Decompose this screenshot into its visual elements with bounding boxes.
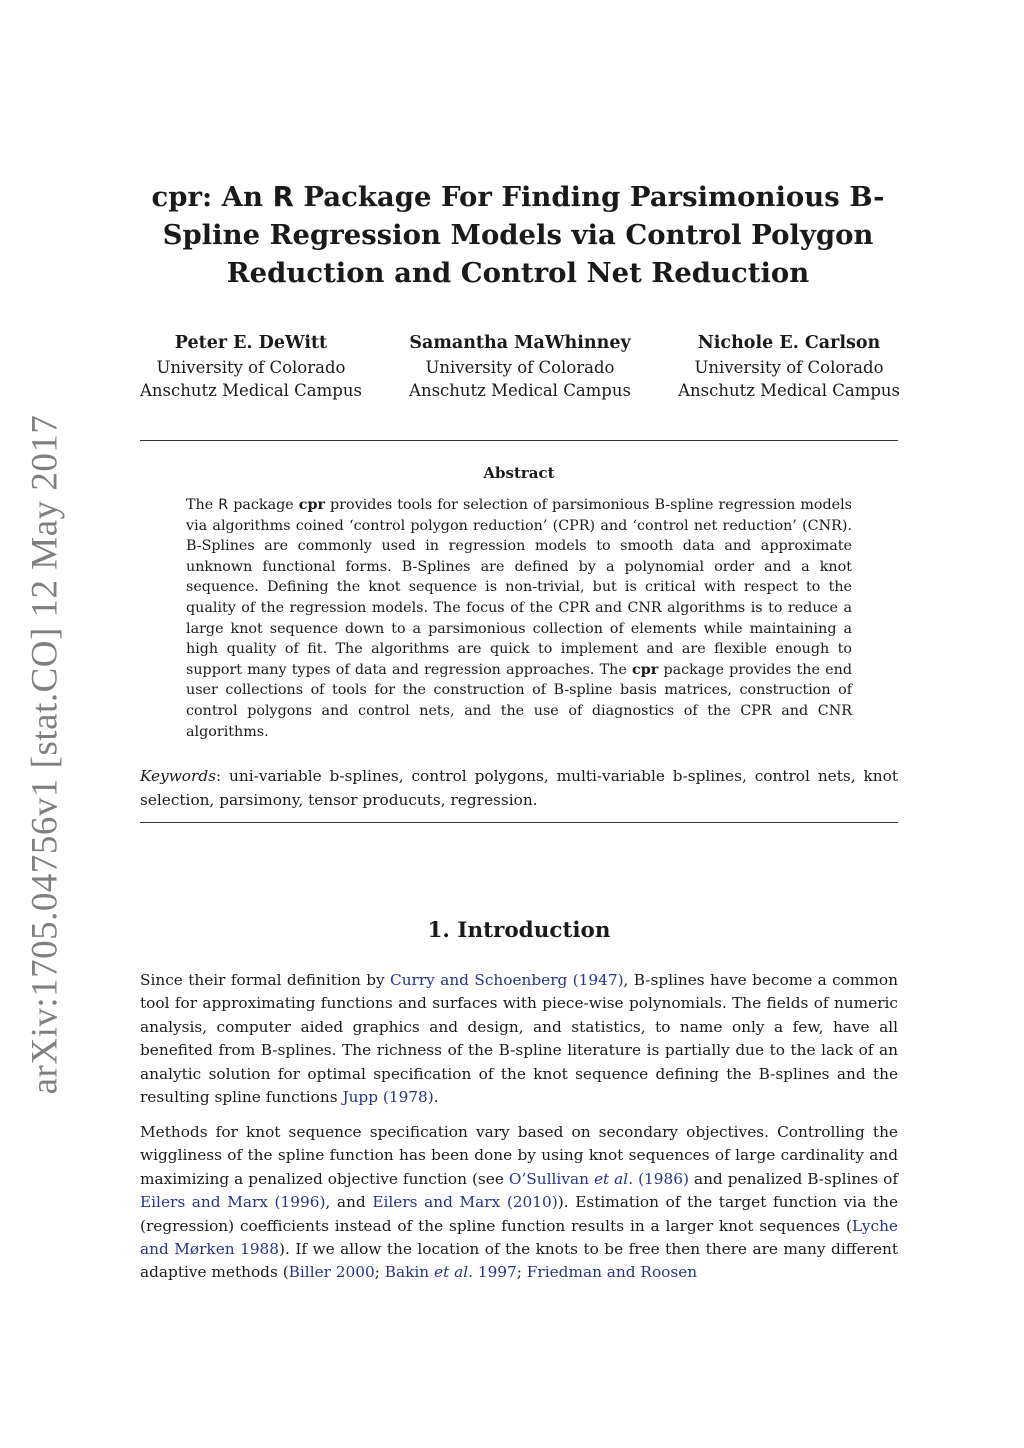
author-campus: Anschutz Medical Campus xyxy=(140,381,362,400)
keywords-list: : uni-variable b-splines, control polygons, multi-variable b-splines, control nets, knot selection, parsimony, tensor producuts, regression. xyxy=(140,767,898,809)
author-affiliation: University of Colorado xyxy=(425,357,615,377)
author-list xyxy=(140,332,900,403)
author-name: Peter E. DeWitt xyxy=(174,333,328,353)
paragraph-text: ; xyxy=(374,1263,385,1282)
abstract-text: provides tools for selection of parsimonious B-spline regression models via algorithms coined ‘control polygon reduction’ (CPR) and ‘control net reduction’ (CNR). B-Splines are commonly used in regression models to smooth data and approximate unknown functional forms. B-Splines are defined by a polynomial order and a knot sequence. Defining the knot sequence is non-trivial, but is critical with respect to the quality of the regression models. The focus of the CPR and CNR algorithms is to reduce a large knot sequence down to a parsimonious collection of elements while maintaining a high quality of fit. The algorithms are quick to implement and are flexible enough to support many types of data and regression approaches. The xyxy=(186,497,853,678)
abstract-package-name: cpr xyxy=(632,661,659,678)
citation-jupp[interactable]: Jupp (1978) xyxy=(342,1088,434,1107)
author-affiliation: University of Colorado xyxy=(156,357,346,377)
author-campus: Anschutz Medical Campus xyxy=(678,381,900,400)
citation-friedman-roosen[interactable]: Friedman and Roosen xyxy=(526,1263,698,1282)
arxiv-sidebar xyxy=(18,414,72,1094)
citation-bakin[interactable] xyxy=(385,1263,517,1281)
author-2 xyxy=(409,332,631,403)
abstract-heading: Abstract xyxy=(483,464,555,482)
citation-year: . 1997 xyxy=(468,1263,517,1282)
author-affiliation: University of Colorado xyxy=(694,357,884,377)
author-name: Samantha MaWhinney xyxy=(409,333,631,353)
citation-eilers-marx-2010[interactable]: Eilers and Marx (2010) xyxy=(372,1193,558,1212)
title-part1: cpr: An xyxy=(151,181,273,213)
citation-author: Bakin xyxy=(384,1263,435,1282)
author-campus: Anschutz Medical Campus xyxy=(409,381,631,400)
citation-author: O’Sullivan xyxy=(508,1169,594,1188)
author-1 xyxy=(140,332,362,403)
abstract-package-name: cpr xyxy=(298,497,326,513)
paragraph-text: ). If we allow the location of the knots to be free then there are many different adaptive methods ( xyxy=(140,1240,899,1282)
abstract-text: The xyxy=(186,497,219,513)
paper-title xyxy=(130,178,906,292)
abstract-text: package xyxy=(228,497,299,513)
paragraph-text: , and xyxy=(325,1193,373,1212)
abstract-body xyxy=(186,495,852,742)
arxiv-identifier: arXiv:1705.04756v1 [stat.CO] 12 May 2017 xyxy=(24,414,66,1094)
abstract-text: package provides the end user collections of tools for the construction of B-spline basis matrices, construction of control polygons and control nets, and the use of diagnostics of the CPR and CNR algorithms. xyxy=(186,661,852,740)
keywords xyxy=(140,765,898,812)
paragraph-text: ). Estimation of the target function via the (regression) coefficients instead of the spline function results in a larger knot sequences ( xyxy=(140,1193,898,1235)
title-part2: Package For Finding Parsimonious B-Spline Regression Models via Control Polygon Reduction and Control Net Reduction xyxy=(162,181,885,289)
author-name: Nichole E. Carlson xyxy=(697,333,881,353)
citation-osullivan[interactable] xyxy=(509,1170,689,1188)
bottom-rule xyxy=(140,822,898,823)
paragraph-text: Methods for knot sequence specification vary based on secondary objectives. Controlling the wiggliness of the spline function has been done by using knot sequences of large cardinality and maximizing a penalized objective function (see xyxy=(140,1123,898,1188)
citation-et-al: et al xyxy=(593,1169,629,1188)
paragraph-text: Since their formal definition by xyxy=(140,971,390,989)
citation-year: . (1986) xyxy=(628,1169,689,1188)
citation-et-al: et al xyxy=(434,1263,469,1282)
citation-biller[interactable]: Biller 2000 xyxy=(288,1263,375,1282)
paragraph-text: ; xyxy=(516,1263,527,1282)
citation-lyche-morken[interactable]: Lyche and Mørken 1988 xyxy=(140,1216,898,1259)
intro-paragraph-1 xyxy=(140,969,898,1109)
author-3 xyxy=(678,332,900,403)
paragraph-text: . xyxy=(433,1088,439,1107)
keywords-label: Keywords xyxy=(140,767,216,785)
paragraph-text: , B-splines have become a common tool for approximating functions and surfaces with piece-wise polynomials. The fields of numeric analysis, computer aided graphics and design, and statistics, to name only a few, have all benefited from B-splines. The richness of the B-spline literature is partially due to the lack of an analytic solution for optimal specification of the knot sequence defining the B-splines and the resulting spline functions xyxy=(140,971,898,1107)
paragraph-text: and penalized B-splines of xyxy=(688,1169,899,1188)
citation-curry-schoenberg[interactable]: Curry and Schoenberg (1947) xyxy=(390,971,624,989)
intro-paragraph-2 xyxy=(140,1121,898,1285)
citation-eilers-marx-1996[interactable]: Eilers and Marx (1996) xyxy=(140,1193,326,1212)
top-rule xyxy=(140,440,898,441)
abstract-r-logo: R xyxy=(218,497,229,513)
r-logo: R xyxy=(272,181,294,213)
section-heading-introduction: 1. Introduction xyxy=(427,918,611,943)
